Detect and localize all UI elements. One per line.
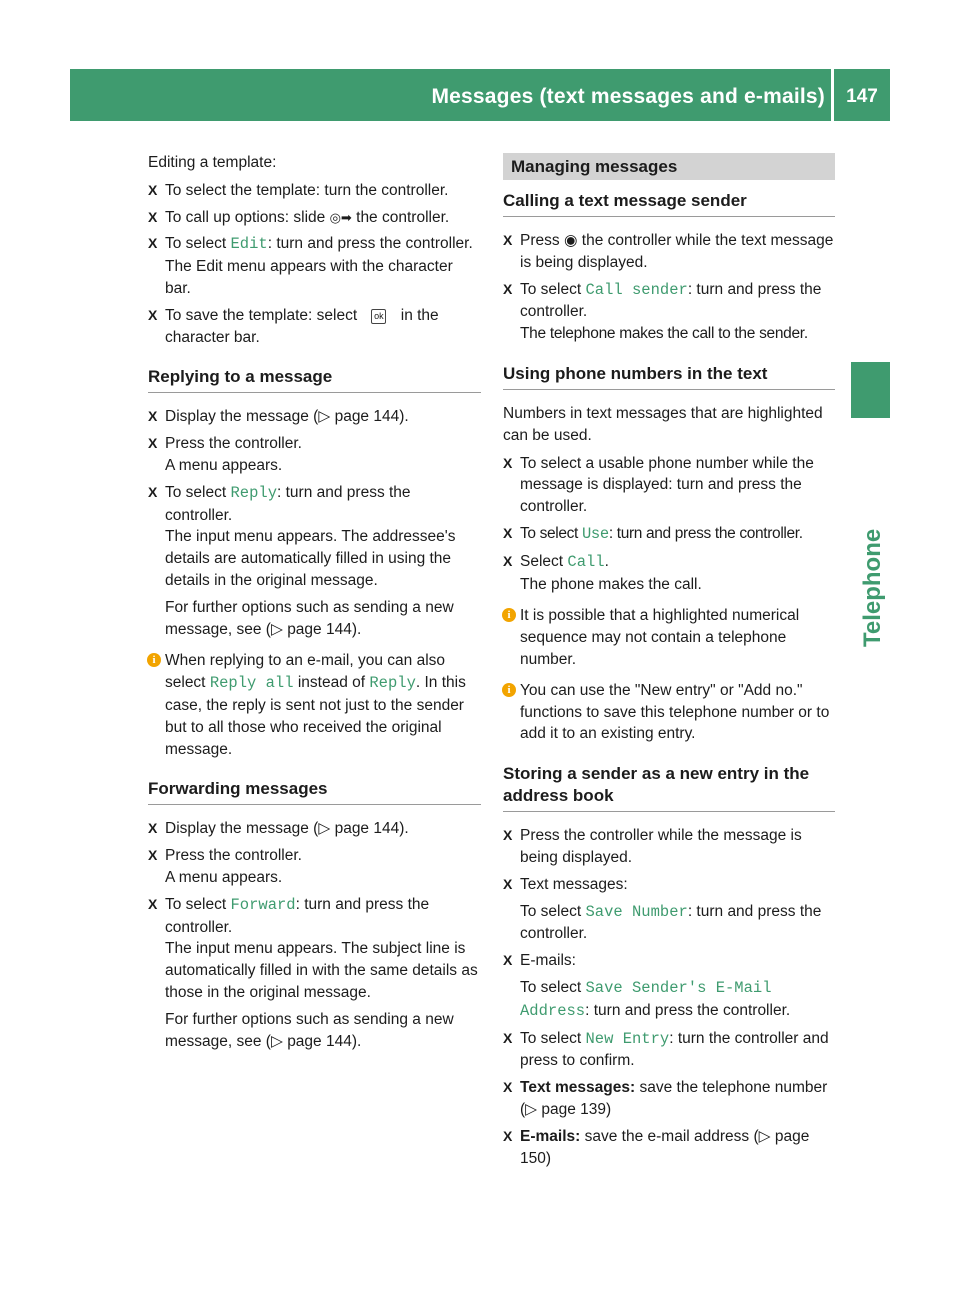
menu-option-call-sender: Call sender xyxy=(585,280,688,299)
step-text: Text messages: xyxy=(520,875,628,893)
step-marker-icon: X xyxy=(503,952,513,969)
step-marker-icon: X xyxy=(503,1127,513,1144)
step-marker-icon: X xyxy=(503,1029,513,1046)
side-tab-marker xyxy=(851,362,890,418)
controller-slide-icon: ◎➡ xyxy=(329,209,352,225)
step-item xyxy=(148,433,481,477)
step-text: Press the controller. xyxy=(165,847,302,865)
step-text: To select xyxy=(165,483,231,501)
step-text: Select xyxy=(520,552,568,570)
step-item xyxy=(148,305,481,349)
step-text: save the e-mail address (▷ page 150) xyxy=(520,1127,810,1167)
step-item xyxy=(148,207,481,229)
step-marker-icon: X xyxy=(503,552,513,569)
step-text: : turn and press the controller. xyxy=(608,524,803,542)
step-marker-icon: X xyxy=(148,483,158,500)
step-text: : turn and press the controller. xyxy=(267,235,473,253)
step-text: Press the controller. xyxy=(165,435,302,453)
step-label: Text messages: xyxy=(520,1079,636,1097)
step-text: : turn and press the controller. xyxy=(585,1001,791,1019)
step-marker-icon: X xyxy=(148,181,158,198)
section-banner: Managing messages xyxy=(503,153,835,180)
menu-option-new-entry: New Entry xyxy=(585,1029,670,1048)
step-text: To select a usable phone number while the message is displayed: turn and press the controller. xyxy=(520,454,814,516)
menu-option-edit: Edit xyxy=(230,235,268,254)
note-text: When replying to an e-mail, you can also select xyxy=(165,652,446,692)
menu-option-reply: Reply xyxy=(230,483,277,502)
numbers-intro: Numbers in text messages that are highlighted can be used. xyxy=(503,404,823,444)
step-text: : turn the controller and press to confirm. xyxy=(520,1029,829,1070)
step-marker-icon: X xyxy=(148,895,158,912)
info-icon: i xyxy=(502,683,516,697)
step-text: page 144). xyxy=(330,408,409,426)
info-note xyxy=(503,605,835,670)
step-item xyxy=(503,1077,835,1121)
step-text: To select xyxy=(520,280,586,298)
step-text: : turn and press the controller. xyxy=(520,902,822,943)
step-marker-icon: X xyxy=(148,208,158,225)
step-text: : turn and press the controller. xyxy=(165,895,430,936)
step-text: the controller. xyxy=(351,208,450,226)
step-result: A menu appears. xyxy=(165,868,283,886)
step-result xyxy=(520,977,835,1023)
step-item xyxy=(148,894,481,1053)
step-text: save the telephone number (▷ page 139) xyxy=(520,1079,828,1118)
note-text: instead of xyxy=(293,674,370,692)
step-text: To call up options: slide xyxy=(165,208,330,226)
step-item xyxy=(503,950,835,1022)
step-result: A menu appears. xyxy=(165,456,283,474)
step-result: The input menu appears. The subject line is automatically filled in with the same details as those in the original message. xyxy=(165,940,478,1001)
step-text: To select xyxy=(165,235,231,253)
step-text: To select xyxy=(165,895,231,913)
step-item xyxy=(148,180,481,202)
note-text: It is possible that a highlighted numerical sequence may not contain a telephone number. xyxy=(520,607,800,668)
step-result: The telephone makes the call to the sender. xyxy=(520,325,808,343)
step-marker-icon: X xyxy=(148,820,158,837)
heading-phone-numbers: Using phone numbers in the text xyxy=(503,363,835,390)
step-text: To select the template: turn the controller. xyxy=(165,181,449,199)
menu-option-save-sender-email: Save Sender's E-Mail Address xyxy=(520,978,772,1020)
page-title: Messages (text messages and e-mails) xyxy=(431,85,825,108)
page-ref-arrow-icon: ▷ xyxy=(318,820,331,838)
menu-option-use: Use xyxy=(581,524,609,543)
heading-forwarding: Forwarding messages xyxy=(148,778,481,805)
step-item xyxy=(503,453,835,518)
step-item xyxy=(503,279,835,345)
menu-option-reply: Reply xyxy=(369,674,416,693)
step-item xyxy=(503,551,835,596)
ok-key-icon: ok xyxy=(371,309,386,324)
info-note xyxy=(148,650,481,760)
heading-storing: Storing a sender as a new entry in the address book xyxy=(503,763,835,812)
step-marker-icon: X xyxy=(148,306,158,323)
step-item xyxy=(148,482,481,641)
step-item xyxy=(503,1028,835,1073)
step-text: Display the message ( xyxy=(165,820,319,838)
menu-option-reply-all: Reply all xyxy=(209,674,294,693)
step-text: E-mails: xyxy=(520,952,576,970)
step-text: To select xyxy=(520,902,586,920)
step-result: The phone makes the call. xyxy=(520,575,702,593)
step-marker-icon: X xyxy=(503,280,513,297)
step-result: The input menu appears. The addressee's details are automatically filled in using the details in the original message. xyxy=(165,528,456,589)
step-text: Press the controller while the message is being displayed. xyxy=(520,827,802,866)
step-text: : turn and press the controller. xyxy=(165,483,411,524)
step-marker-icon: X xyxy=(503,232,513,248)
step-text: . xyxy=(604,552,609,570)
step-result xyxy=(520,901,835,946)
page-ref-arrow-icon: ▷ xyxy=(318,408,331,426)
step-result: For further options such as sending a new message, see (▷ page 144). xyxy=(165,1010,454,1050)
step-item xyxy=(148,406,481,428)
info-note xyxy=(503,680,835,745)
heading-calling: Calling a text message sender xyxy=(503,190,835,217)
heading-replying: Replying to a message xyxy=(148,366,481,393)
editing-intro: Editing a template: xyxy=(148,154,277,171)
step-text: To select xyxy=(520,1029,586,1047)
step-item xyxy=(148,233,481,299)
step-marker-icon: X xyxy=(148,847,158,864)
controller-press-icon: ◉ xyxy=(563,232,578,249)
step-marker-icon: X xyxy=(503,1079,513,1096)
info-icon: i xyxy=(147,653,161,667)
step-item xyxy=(503,874,835,945)
step-item xyxy=(503,1126,835,1170)
step-marker-icon: X xyxy=(503,524,512,541)
step-item xyxy=(148,845,481,889)
step-marker-icon: X xyxy=(503,875,513,892)
step-text: in the character bar. xyxy=(165,306,439,346)
step-text: the controller while the text message is being displayed. xyxy=(520,232,834,271)
menu-option-forward: Forward xyxy=(230,895,296,914)
step-text: page 144). xyxy=(330,820,409,838)
step-item xyxy=(503,523,835,546)
menu-option-save-number: Save Number xyxy=(585,902,688,921)
note-text: You can use the "New entry" or "Add no." functions to save this telephone number or to add it to an existing entry. xyxy=(520,681,830,743)
step-marker-icon: X xyxy=(148,235,158,252)
step-label: E-mails: xyxy=(520,1127,581,1145)
step-text: : turn and press the controller. xyxy=(520,280,822,321)
step-item xyxy=(148,818,481,840)
step-result: For further options such as sending a new message, see (▷ page 144). xyxy=(165,598,454,638)
step-marker-icon: X xyxy=(503,454,513,471)
step-text: To select xyxy=(520,978,586,996)
side-tab-label: Telephone xyxy=(859,528,886,647)
step-text: Press xyxy=(520,232,564,249)
step-marker-icon: X xyxy=(148,408,158,425)
page-number: 147 xyxy=(846,86,878,107)
right-column xyxy=(503,152,835,1174)
menu-option-call: Call xyxy=(567,552,605,571)
step-marker-icon: X xyxy=(503,827,513,844)
note-text: . In this case, the reply is sent not just to the sender but to all those who received the original message. xyxy=(165,674,466,758)
step-text: To save the template: select xyxy=(165,306,362,324)
step-marker-icon: X xyxy=(148,435,158,452)
step-text: To select xyxy=(520,524,582,542)
step-result: The Edit menu appears with the character bar. xyxy=(165,258,453,297)
step-item xyxy=(503,230,835,274)
info-icon: i xyxy=(502,608,516,622)
step-item xyxy=(503,825,835,869)
left-column xyxy=(148,152,481,1057)
step-text: Display the message ( xyxy=(165,408,319,426)
